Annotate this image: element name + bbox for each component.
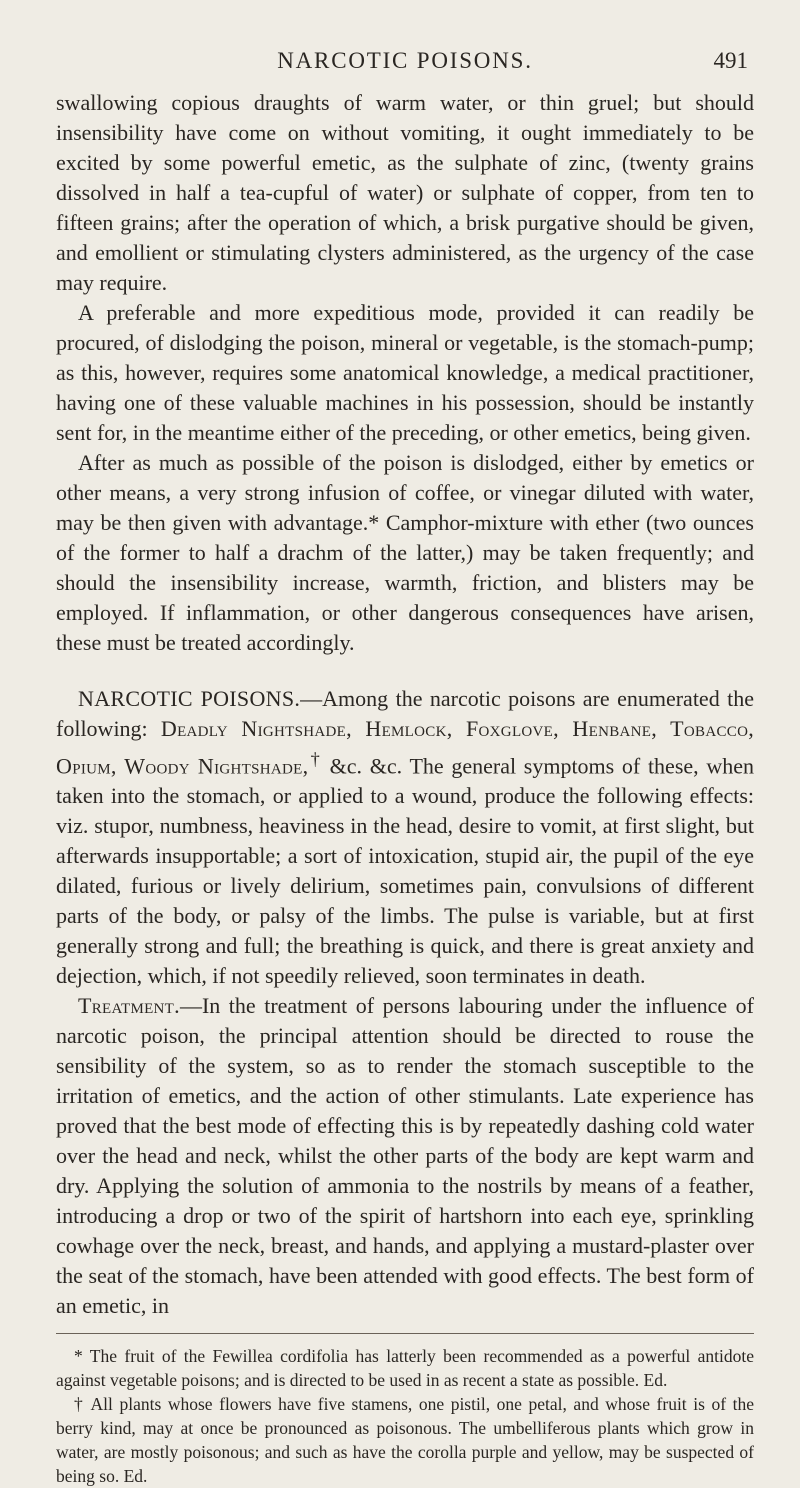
running-title: NARCOTIC POISONS. <box>277 48 533 73</box>
treatment-body: —In the treatment of persons labouring under the influence of narcotic poison, the principal attention should be directed to rouse the sensibility of the system, so as to render the stomach susceptible to the irritation of emetics, and the action of other stimulants. Late experience has proved that the best mode of effecting this is by repeatedly dashing cold water over the head and neck, whilst the other parts of the body are kept warm and dry. Applying the solution of ammonia to the nostrils by means of a feather, introducing a drop or two of the spirit of hartshorn into each eye, sprinkling cowhage over the neck, breast, and hands, and applying a mustard-plaster over the seat of the stomach, have been attended with good effects. The best form of an emetic, in <box>56 993 754 1319</box>
paragraph-stomach-pump: A preferable and more expeditious mode, provided it can readily be procured, of dislodging the poison, mineral or vegetable, is the stomach-pump; as this, however, requires some anatomical knowledge, a medical practitioner, having one of these valuable machines in his possession, should be instantly sent for, in the meantime either of the preceding, or other emetics, being given. <box>56 300 754 445</box>
paragraph-narcotic-poisons <box>56 684 754 991</box>
body-text <box>56 88 754 1321</box>
section-heading-treatment: Treatment. <box>78 993 180 1019</box>
section-heading-narcotic-poisons: NARCOTIC POISONS. <box>78 686 301 711</box>
footnote-marker-dagger: † <box>308 749 322 769</box>
paragraph-after-dislodging: After as much as possible of the poison is dislodged, either by emetics or other means, a very strong infusion of coffee, or vinegar diluted with water, may be then given with advantage.* Camphor-mixture with ether (two ounces of the former to half a drachm of the latter,) may be taken frequently; and should the insensibility increase, warmth, friction, and blisters may be employed. If inflammation, or other dangerous consequences have arisen, these must be treated accordingly. <box>56 450 754 655</box>
footnote-rule <box>56 1333 754 1334</box>
footnote-dagger: † All plants whose flowers have five stamens, one pistil, one petal, and whose fruit is of the berry kind, may at once be pronounced as poisonous. The umbelliferous plants which grow in water, are mostly poisonous; and such as have the corolla purple and yellow, may be suspected of being so. Ed. <box>56 1394 754 1487</box>
footnotes <box>56 1344 754 1488</box>
narcotic-symptoms: The general symptoms of these, when taken into the stomach, or applied to a wound, produce the following effects: viz. stupor, numbness, heaviness in the head, desire to vomit, at first slight, but afterwards insupportable; a sort of intoxication, stupid air, the pupil of the eye dilated, furious or lively delirium, sometimes pain, convulsions of different parts of the body, or palsy of the limbs. The pulse is variable, but at first generally strong and full; the breathing is quick, and there is great anxiety and dejection, which, if not speedily relieved, soon terminates in death. <box>56 753 754 989</box>
page-number: 491 <box>713 48 748 73</box>
narcotic-list-tail: &c. &c. <box>329 753 403 779</box>
narcotic-poison-list: Deadly Nightshade, Hemlock, Foxglove, Henbane, Tobacco, Opium, Woody Nightshade, <box>56 716 754 779</box>
paragraph-emetics: swallowing copious draughts of warm water, or thin gruel; but should insensibility have come on without vomiting, it ought immediately to be excited by some powerful emetic, as the sulphate of zinc, (twenty grains dissolved in half a tea-cupful of water) or sulphate of copper, from ten to fifteen grains; after the operation of which, a brisk purgative should be given, and emollient or stimulating clysters administered, as the urgency of the case may require. <box>56 90 754 295</box>
narcotic-intro: —Among the narcotic poisons are enumerated the following: <box>56 686 754 741</box>
running-head <box>56 40 754 88</box>
footnote-asterisk: * The fruit of the Fewillea cordifolia has latterly been recommended as a powerful antidote against vegetable poisons; and is directed to be used in as recent a state as possible. Ed. <box>56 1346 754 1391</box>
paragraph-treatment <box>56 991 754 1321</box>
